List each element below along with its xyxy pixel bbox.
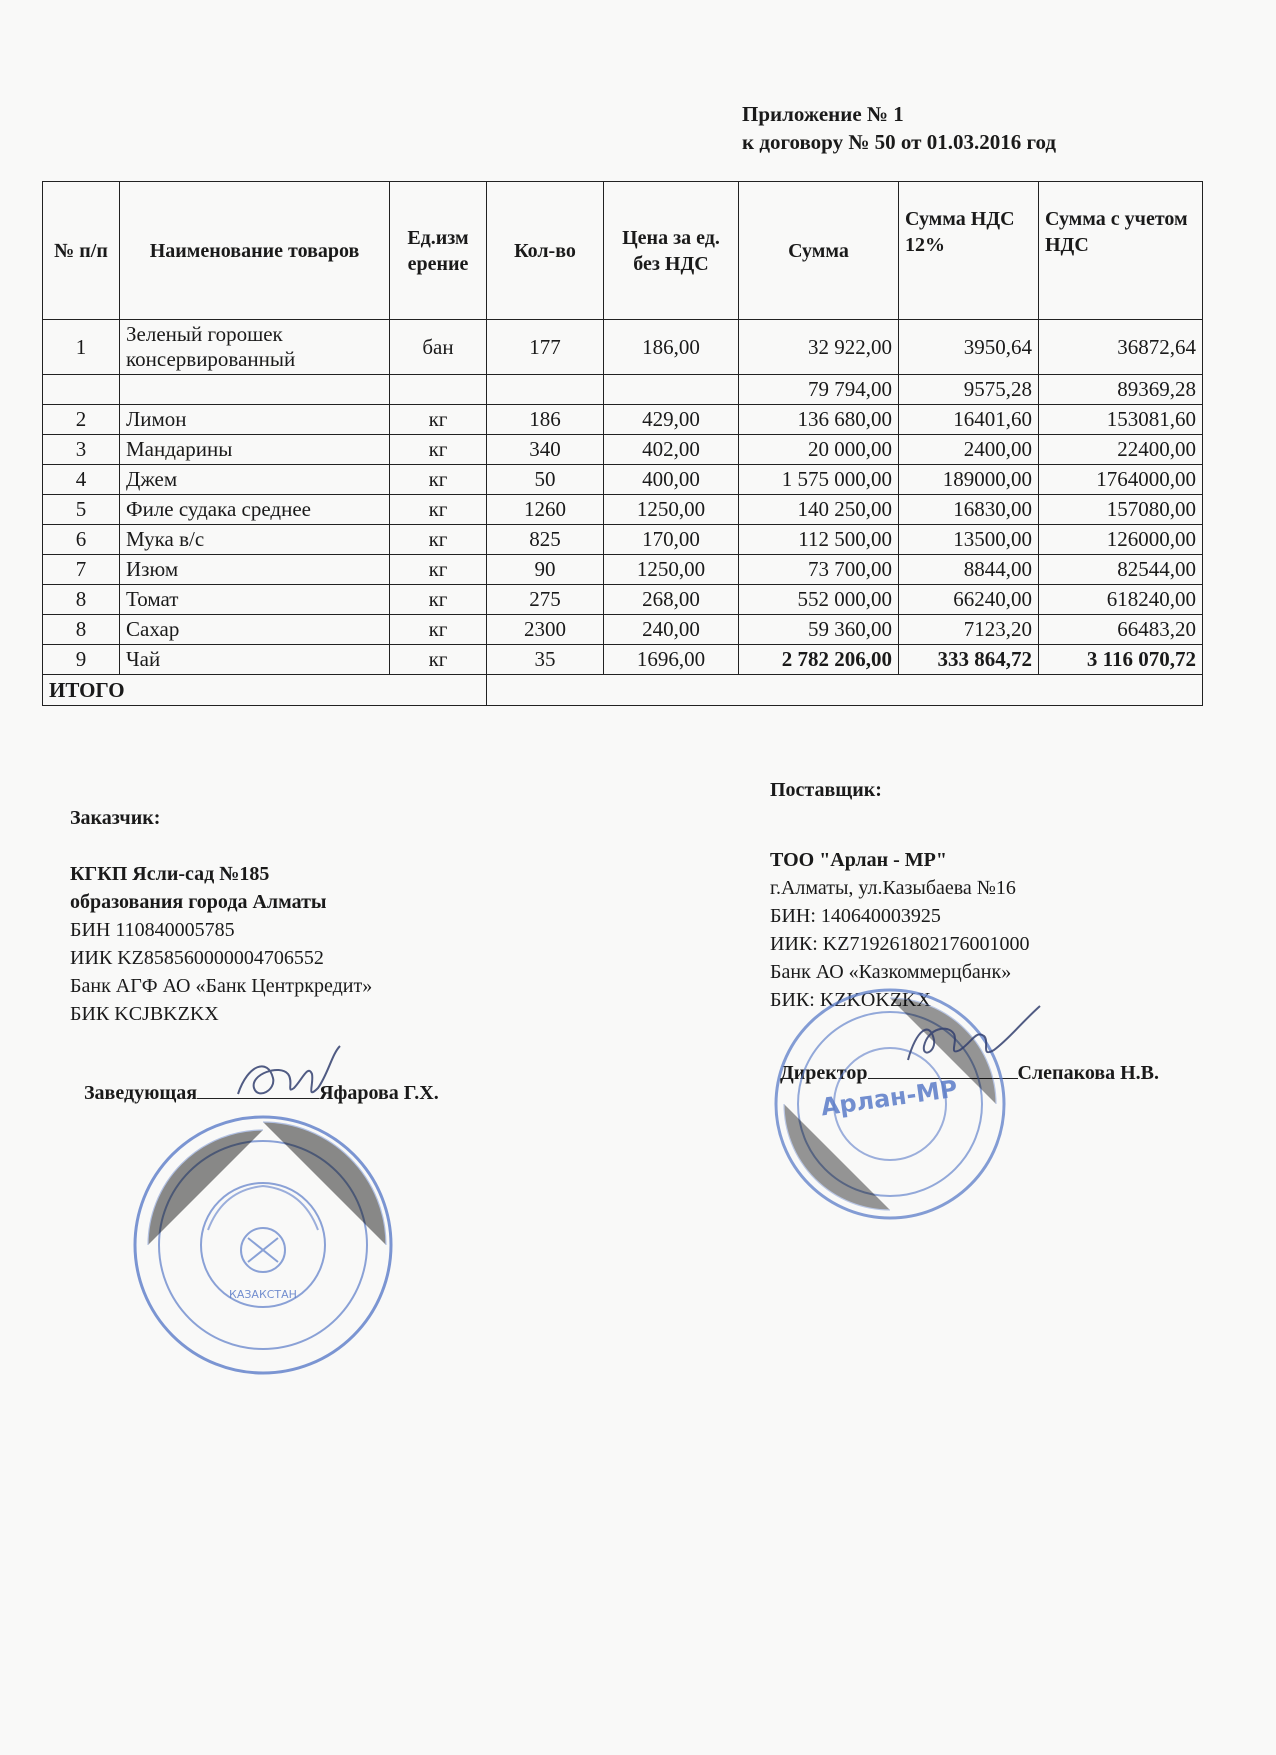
customer-label: Заказчик: — [70, 807, 161, 829]
cell-row-number — [43, 375, 120, 405]
cell-quantity: 2300 — [487, 615, 604, 645]
cell-sum: 32 922,00 — [739, 320, 899, 375]
customer-stamp-text: КАЗАКСТАН — [229, 1288, 297, 1301]
cell-vat-sum: 8844,00 — [899, 555, 1039, 585]
total-label: ИТОГО — [43, 675, 487, 706]
col-header-vat: Сумма НДС 12% — [899, 182, 1039, 320]
cell-unit-price: 268,00 — [604, 585, 739, 615]
cell-row-number: 4 — [43, 465, 120, 495]
total-row — [43, 675, 1203, 706]
cell-total-with-vat: 66483,20 — [1039, 615, 1203, 645]
cell-product-name: Лимон — [120, 405, 390, 435]
contract-reference: к договору № 50 от 01.03.2016 год — [742, 130, 1056, 154]
cell-unit: кг — [390, 555, 487, 585]
cell-product-name: Чай — [120, 645, 390, 675]
cell-unit-price: 170,00 — [604, 525, 739, 555]
table-row — [43, 585, 1203, 615]
cell-product-name: Зеленый горошек консервированный — [120, 320, 390, 375]
cell-product-name: Мандарины — [120, 435, 390, 465]
cell-total-with-vat: 22400,00 — [1039, 435, 1203, 465]
cell-unit-price: 240,00 — [604, 615, 739, 645]
cell-unit-price: 1696,00 — [604, 645, 739, 675]
cell-unit: кг — [390, 645, 487, 675]
cell-unit: кг — [390, 405, 487, 435]
cell-sum: 140 250,00 — [739, 495, 899, 525]
cell-vat-sum: 2400,00 — [899, 435, 1039, 465]
cell-quantity — [487, 375, 604, 405]
supplier-block — [770, 776, 1029, 1014]
cell-unit: бан — [390, 320, 487, 375]
customer-block — [70, 804, 372, 1028]
cell-vat-sum: 189000,00 — [899, 465, 1039, 495]
cell-total-with-vat: 126000,00 — [1039, 525, 1203, 555]
cell-sum: 552 000,00 — [739, 585, 899, 615]
cell-unit-price: 1250,00 — [604, 495, 739, 525]
col-header-sum: Сумма — [739, 182, 899, 320]
cell-total-with-vat: 89369,28 — [1039, 375, 1203, 405]
supplier-bin: БИН: 140640003925 — [770, 905, 941, 927]
cell-sum: 1 575 000,00 — [739, 465, 899, 495]
table-row — [43, 495, 1203, 525]
cell-quantity: 90 — [487, 555, 604, 585]
cell-product-name: Джем — [120, 465, 390, 495]
supplier-label: Поставщик: — [770, 779, 882, 801]
cell-quantity: 825 — [487, 525, 604, 555]
cell-unit — [390, 375, 487, 405]
col-header-name: Наименование товаров — [120, 182, 390, 320]
cell-vat-sum: 333 864,72 — [899, 645, 1039, 675]
cell-product-name: Мука в/с — [120, 525, 390, 555]
cell-total-with-vat: 618240,00 — [1039, 585, 1203, 615]
appendix-title: Приложение № 1 — [742, 102, 904, 126]
cell-sum: 79 794,00 — [739, 375, 899, 405]
col-header-price: Цена за ед. без НДС — [604, 182, 739, 320]
cell-vat-sum: 7123,20 — [899, 615, 1039, 645]
cell-sum: 2 782 206,00 — [739, 645, 899, 675]
customer-stamp — [128, 1110, 398, 1380]
cell-row-number: 9 — [43, 645, 120, 675]
cell-sum: 112 500,00 — [739, 525, 899, 555]
cell-total-with-vat: 1764000,00 — [1039, 465, 1203, 495]
cell-vat-sum: 16401,60 — [899, 405, 1039, 435]
cell-product-name: Сахар — [120, 615, 390, 645]
goods-table — [42, 181, 1203, 706]
cell-unit: кг — [390, 465, 487, 495]
table-row — [43, 555, 1203, 585]
cell-row-number: 8 — [43, 615, 120, 645]
cell-quantity: 275 — [487, 585, 604, 615]
supplier-iik: ИИК: KZ719261802176001000 — [770, 933, 1030, 955]
cell-unit-price: 402,00 — [604, 435, 739, 465]
table-row — [43, 405, 1203, 435]
cell-total-with-vat: 3 116 070,72 — [1039, 645, 1203, 675]
cell-row-number: 2 — [43, 405, 120, 435]
cell-total-with-vat: 36872,64 — [1039, 320, 1203, 375]
customer-name-line1: КГКП Ясли-сад №185 — [70, 863, 270, 885]
cell-unit: кг — [390, 585, 487, 615]
supplier-sign-title: Директор — [780, 1062, 868, 1084]
cell-unit: кг — [390, 435, 487, 465]
cell-total-with-vat: 157080,00 — [1039, 495, 1203, 525]
cell-vat-sum: 13500,00 — [899, 525, 1039, 555]
customer-bank: Банк АГФ АО «Банк Центркредит» — [70, 975, 373, 997]
cell-quantity: 50 — [487, 465, 604, 495]
cell-unit: кг — [390, 615, 487, 645]
col-header-qty: Кол-во — [487, 182, 604, 320]
cell-row-number: 6 — [43, 525, 120, 555]
cell-sum: 136 680,00 — [739, 405, 899, 435]
cell-row-number: 7 — [43, 555, 120, 585]
cell-sum: 20 000,00 — [739, 435, 899, 465]
table-row — [43, 375, 1203, 405]
table-row — [43, 645, 1203, 675]
supplier-signature — [900, 1000, 1060, 1080]
cell-unit: кг — [390, 495, 487, 525]
supplier-bik: БИК: KZKOKZKX — [770, 989, 931, 1011]
customer-sign-title: Заведующая — [84, 1082, 198, 1104]
supplier-address: г.Алматы, ул.Казыбаева №16 — [770, 877, 1016, 899]
cell-unit-price: 400,00 — [604, 465, 739, 495]
supplier-stamp-text: Арлан-МР — [819, 1074, 960, 1122]
customer-sign-name: Яфарова Г.Х. — [319, 1082, 439, 1104]
cell-product-name: Филе судака среднее — [120, 495, 390, 525]
cell-product-name — [120, 375, 390, 405]
table-row — [43, 435, 1203, 465]
customer-signature — [228, 1044, 368, 1110]
cell-total-with-vat: 82544,00 — [1039, 555, 1203, 585]
cell-product-name: Томат — [120, 585, 390, 615]
cell-row-number: 3 — [43, 435, 120, 465]
cell-quantity: 340 — [487, 435, 604, 465]
cell-quantity: 1260 — [487, 495, 604, 525]
supplier-name: ТОО "Арлан - МР" — [770, 849, 947, 871]
table-row — [43, 465, 1203, 495]
cell-quantity: 35 — [487, 645, 604, 675]
cell-vat-sum: 9575,28 — [899, 375, 1039, 405]
cell-row-number: 8 — [43, 585, 120, 615]
cell-unit: кг — [390, 525, 487, 555]
supplier-bank: Банк АО «Казкоммерцбанк» — [770, 961, 1012, 983]
customer-bik: БИК KCJBKZKX — [70, 1003, 219, 1025]
appendix-header — [742, 100, 1056, 156]
cell-total-with-vat: 153081,60 — [1039, 405, 1203, 435]
table-row — [43, 320, 1203, 375]
table-row — [43, 525, 1203, 555]
cell-sum: 73 700,00 — [739, 555, 899, 585]
table-row — [43, 615, 1203, 645]
cell-vat-sum: 16830,00 — [899, 495, 1039, 525]
table-header-row — [43, 182, 1203, 320]
cell-quantity: 186 — [487, 405, 604, 435]
customer-name-line2: образования города Алматы — [70, 891, 327, 913]
customer-iik: ИИК KZ858560000004706552 — [70, 947, 324, 969]
col-header-unit: Ед.изм ерение — [390, 182, 487, 320]
cell-sum: 59 360,00 — [739, 615, 899, 645]
cell-unit-price: 1250,00 — [604, 555, 739, 585]
cell-unit-price: 186,00 — [604, 320, 739, 375]
cell-unit-price — [604, 375, 739, 405]
cell-vat-sum: 3950,64 — [899, 320, 1039, 375]
cell-quantity: 177 — [487, 320, 604, 375]
customer-bin: БИН 110840005785 — [70, 919, 235, 941]
cell-vat-sum: 66240,00 — [899, 585, 1039, 615]
col-header-total: Сумма с учетом НДС — [1039, 182, 1203, 320]
col-header-no: № п/п — [43, 182, 120, 320]
cell-row-number: 5 — [43, 495, 120, 525]
cell-row-number: 1 — [43, 320, 120, 375]
cell-unit-price: 429,00 — [604, 405, 739, 435]
supplier-sign-name: Слепакова Н.В. — [1017, 1062, 1160, 1084]
cell-product-name: Изюм — [120, 555, 390, 585]
total-empty-cell — [487, 675, 1203, 706]
